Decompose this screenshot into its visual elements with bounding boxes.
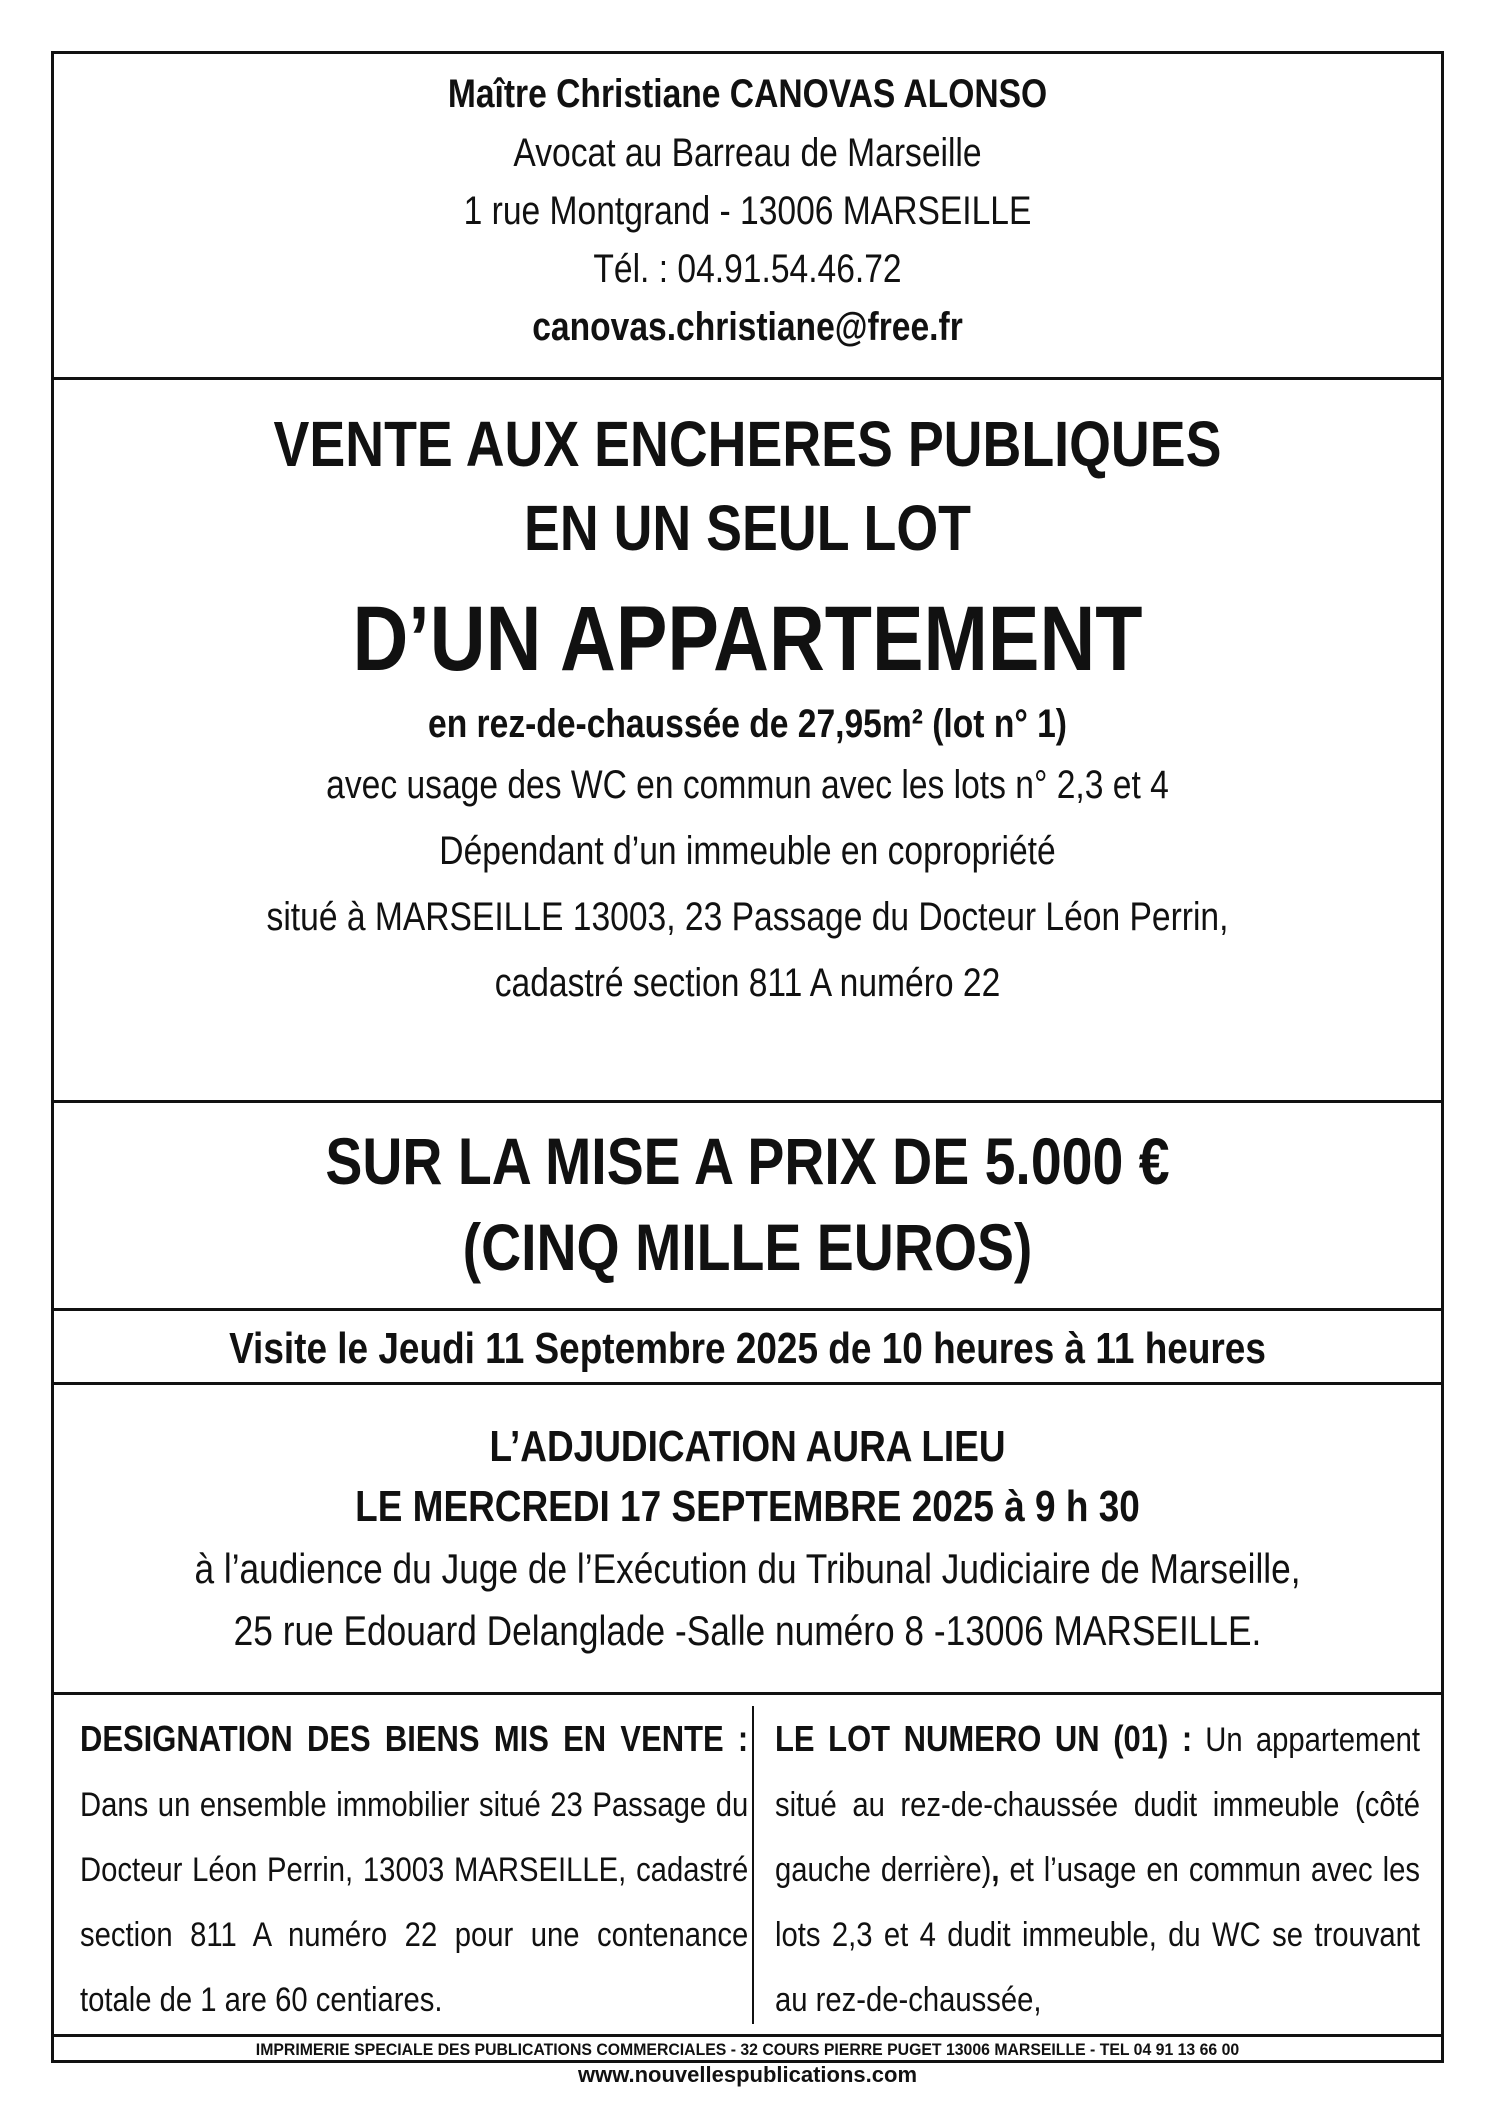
notice-frame (51, 51, 1444, 2063)
property-detail-4: cadastré section 811 A numéro 22 (494, 961, 1001, 1005)
adjudication-line2: LE MERCREDI 17 SEPTEMBRE 2025 à 9 h 30 (355, 1482, 1140, 1531)
lot-heading: LE LOT NUMERO UN (01) : (775, 1718, 1193, 1759)
divider (54, 1692, 1441, 1695)
sale-heading-line2: EN UN SEUL LOT (523, 492, 972, 564)
footer-block (54, 2038, 1441, 2064)
price-line1: SUR LA MISE A PRIX DE 5.000 € (325, 1124, 1170, 1198)
column-divider (752, 1706, 754, 2024)
property-detail-2: Dépendant d’un immeuble en copropriété (439, 829, 1056, 873)
adjudication-line1: L’ADJUDICATION AURA LIEU (489, 1422, 1006, 1471)
price-block (54, 1106, 1441, 1306)
printer-info: IMPRIMERIE SPECIALE DES PUBLICATIONS COMMERCIALES - 32 COURS PIERRE PUGET 13006 MARSEILLE - TEL 04 91 13 66 00 (255, 2040, 1240, 2059)
divider (54, 377, 1441, 380)
property-subtitle: en rez-de-chaussée de 27,95m² (lot n° 1) (428, 702, 1067, 746)
lawyer-title: Avocat au Barreau de Marseille (513, 131, 982, 175)
property-type: D’UN APPARTEMENT (352, 588, 1143, 690)
lawyer-block (54, 62, 1441, 372)
property-detail-1: avec usage des WC en commun avec les lots n° 2,3 et 4 (326, 763, 1169, 807)
sale-block (54, 384, 1441, 1102)
lawyer-address: 1 rue Montgrand - 13006 MARSEILLE (463, 189, 1032, 233)
details-block (54, 1706, 1441, 2024)
divider (54, 1308, 1441, 1311)
lawyer-phone: Tél. : 04.91.54.46.72 (593, 247, 902, 291)
lot-comma: , (991, 1851, 1000, 1889)
price-line2: (CINQ MILLE EUROS) (462, 1210, 1033, 1284)
designation-heading: DESIGNATION DES BIENS MIS EN VENTE : (80, 1718, 749, 1759)
designation-column (80, 1706, 748, 2033)
adjudication-block (54, 1389, 1441, 1669)
adjudication-line3: à l’audience du Juge de l’Exécution du Tribunal Judiciaire de Marseille, (194, 1545, 1301, 1592)
website-link[interactable]: www.nouvellespublications.com (577, 2062, 918, 2087)
website-wrap (51, 2062, 1444, 2088)
divider (54, 1382, 1441, 1385)
property-detail-3: situé à MARSEILLE 13003, 23 Passage du Docteur Léon Perrin, (266, 895, 1229, 939)
lot-body-1: Un appartement situé au rez-de-chaussée dudit immeuble (côté gauche derrière) (775, 1721, 1420, 1889)
divider (54, 1100, 1441, 1103)
sale-heading-line1: VENTE AUX ENCHERES PUBLIQUES (273, 408, 1222, 480)
designation-body: Dans un ensemble immobilier situé 23 Passage du Docteur Léon Perrin, 13003 MARSEILLE, cadastré section 811 A numéro 22 pour une contenance totale de 1 are 60 centiares. (80, 1786, 749, 2019)
lawyer-name: Maître Christiane CANOVAS ALONSO (447, 72, 1048, 116)
visit-block (54, 1312, 1441, 1373)
divider (54, 2034, 1441, 2037)
adjudication-line4: 25 rue Edouard Delanglade -Salle numéro 8 -13006 MARSEILLE. (233, 1607, 1262, 1654)
lot-body-2: et l’usage en commun avec les lots 2,3 et 4 dudit immeuble, du WC se trouvant au rez-de-chaussée, (775, 1851, 1420, 2019)
visit-text: Visite le Jeudi 11 Septembre 2025 de 10 heures à 11 heures (229, 1324, 1266, 1373)
lot-column (775, 1706, 1420, 2033)
lawyer-email[interactable]: canovas.christiane@free.fr (532, 305, 963, 349)
